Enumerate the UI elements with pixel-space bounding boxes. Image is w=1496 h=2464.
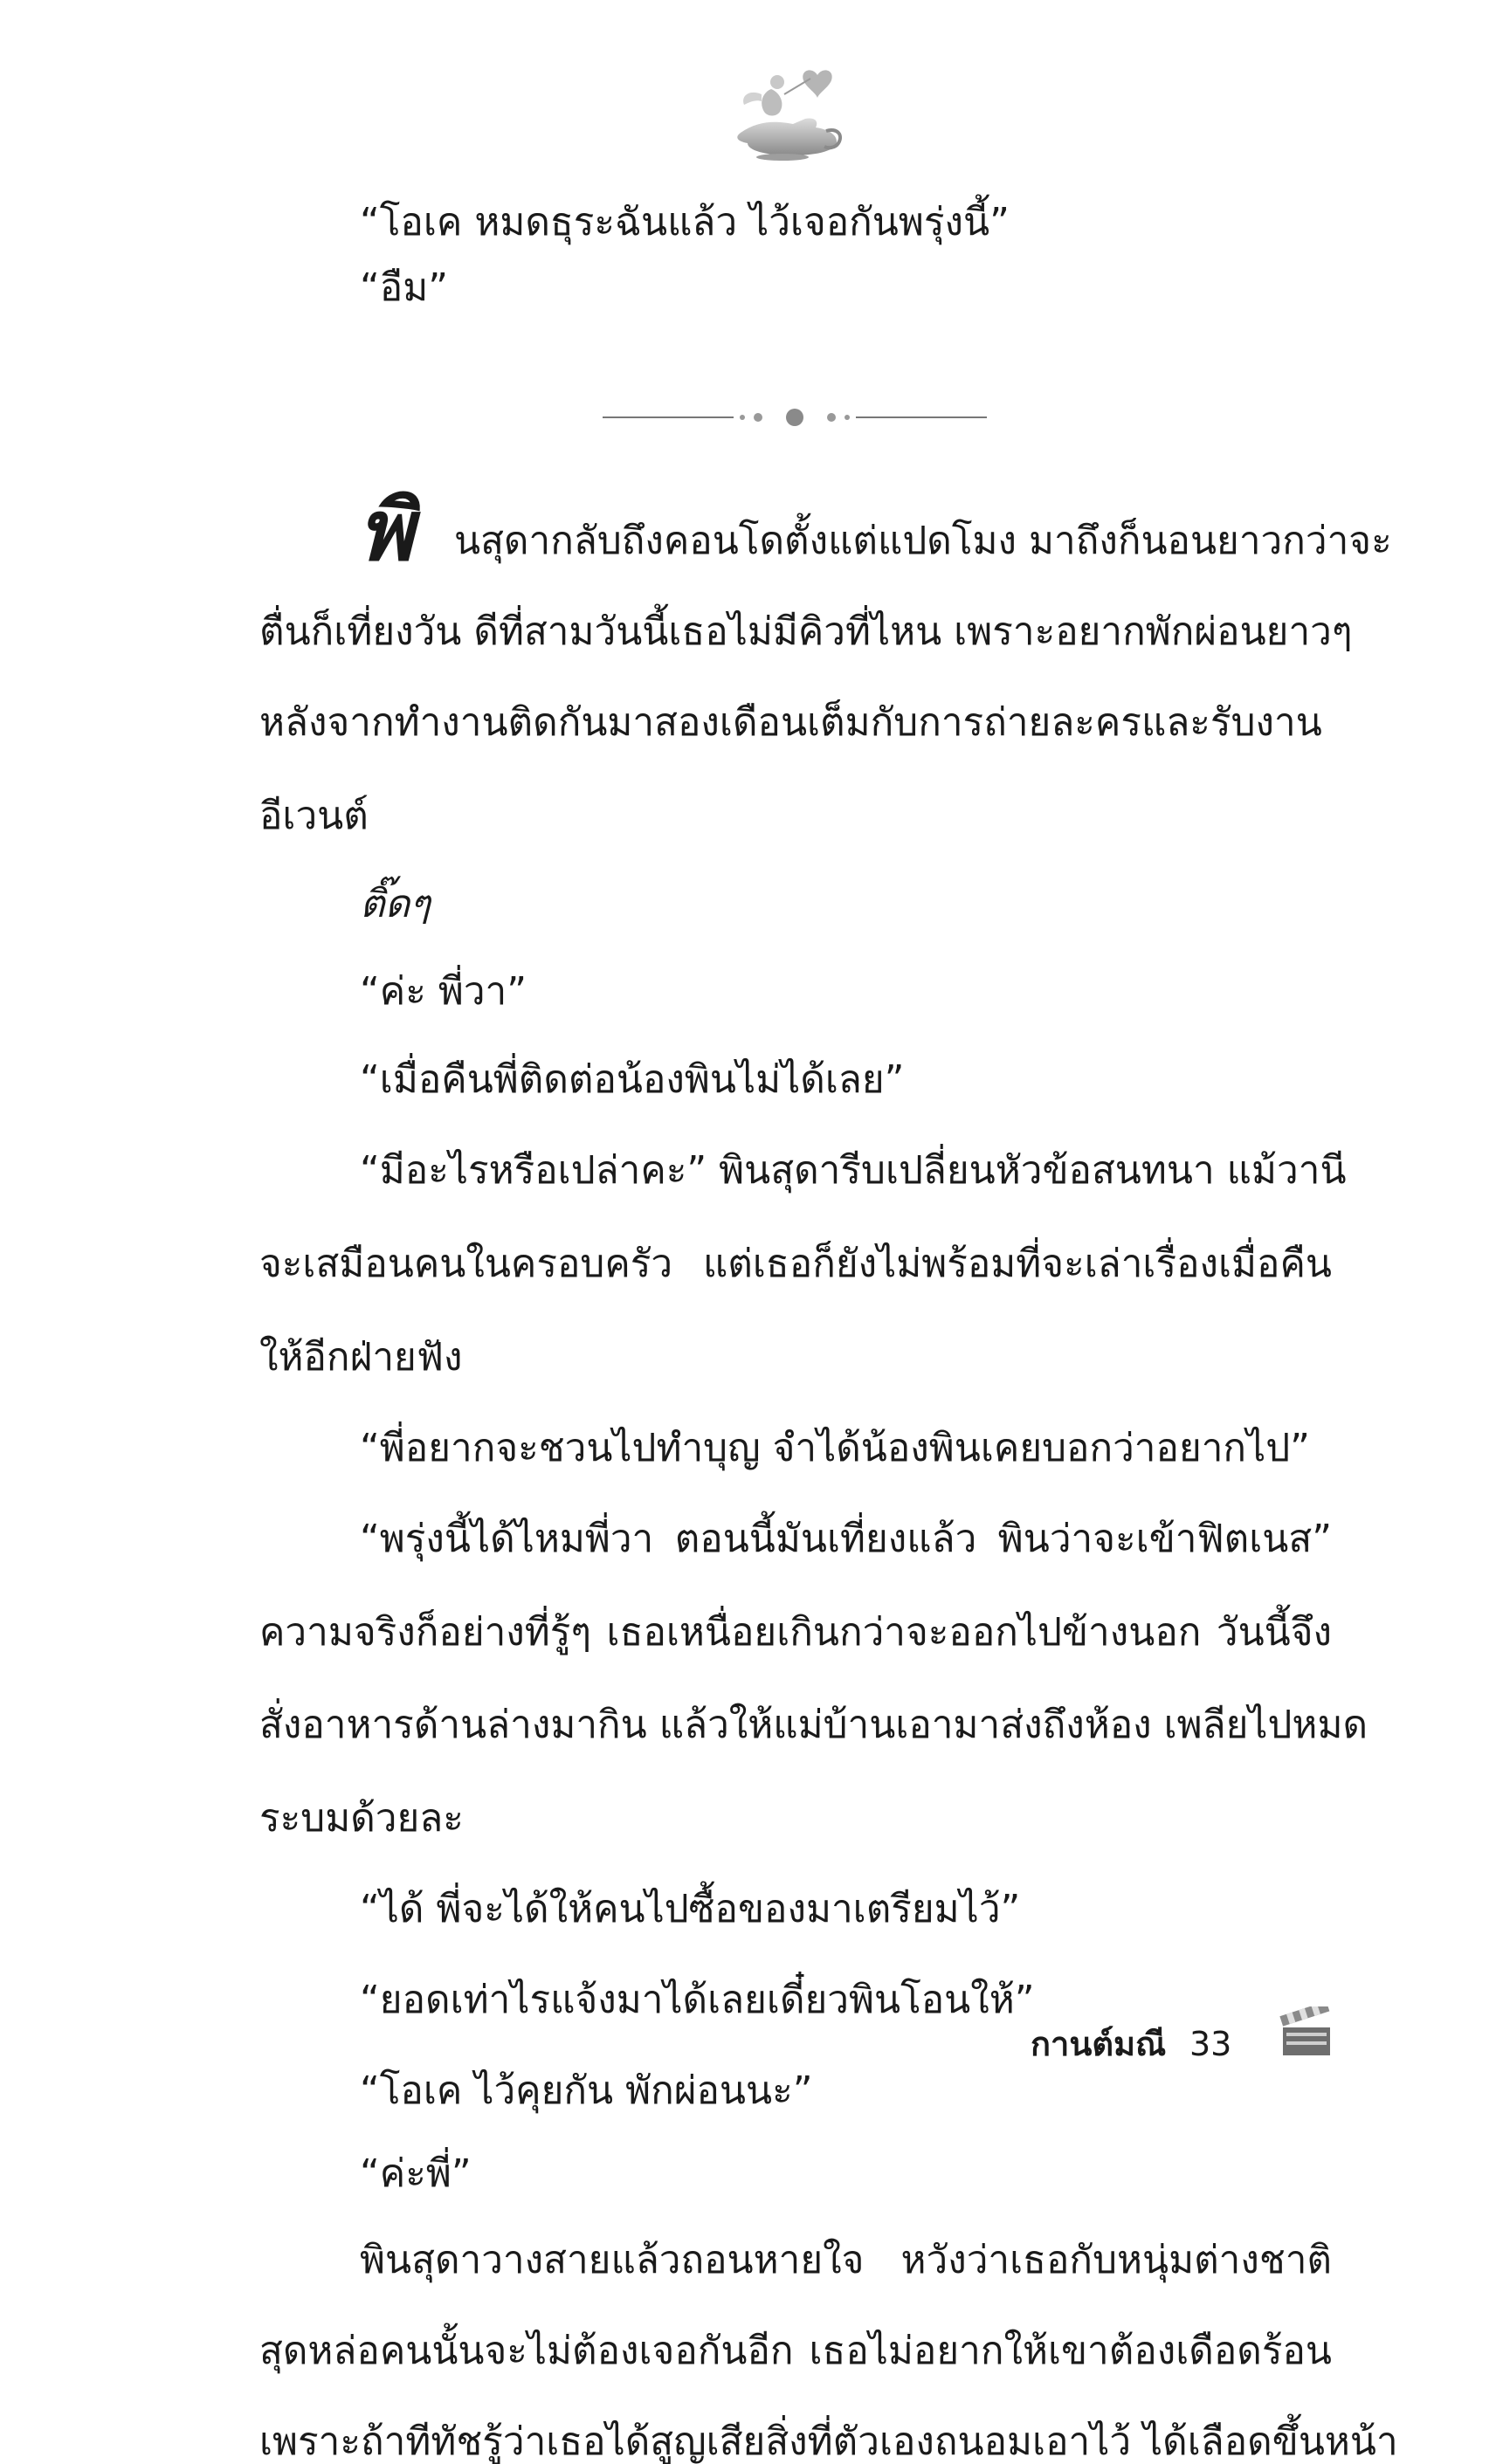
footer-author: กานต์มณี	[1031, 2025, 1167, 2063]
dialogue-line: “ค่ะ พี่วา”	[360, 969, 527, 1014]
dialogue-line: “ยอดเท่าไรแจ้งมาได้เลยเดี๋ยวพินโอนให้”	[360, 1978, 1035, 2022]
paragraph-line: ความจริงก็อย่างที่รู้ๆ เธอเหนื่อยเกินกว่าจะออกไปข้างนอก วันนี้จึง	[259, 1610, 1332, 1655]
scene-divider-ornament	[603, 407, 987, 428]
paragraph-line: สุดหล่อคนนั้นจะไม่ต้องเจอกันอีก เธอไม่อยากให้เขาต้องเดือดร้อน	[259, 2329, 1332, 2373]
drop-cap: พิ	[358, 482, 414, 580]
paragraph-line: จะเสมือนคนในครอบครัว แต่เธอก็ยังไม่พร้อมที่จะเล่าเรื่องเมื่อคืน	[259, 1242, 1332, 1286]
paragraph-line: “มีอะไรหรือเปล่าคะ” พินสุดารีบเปลี่ยนหัวข้อสนทนา แม้วานี	[360, 1148, 1347, 1193]
paragraph-line: “พรุ่งนี้ได้ไหมพี่วา ตอนนี้มันเที่ยงแล้ว พินว่าจะเข้าฟิตเนส”	[360, 1517, 1332, 1561]
paragraph-line: ตื่นก็เที่ยงวัน ดีที่สามวันนี้เธอไม่มีคิวที่ไหน เพราะอยากพักผ่อนยาวๆ	[259, 609, 1353, 654]
clapperboard-icon	[1279, 2006, 1334, 2059]
page-number: 33	[1189, 2025, 1232, 2063]
paragraph-line: ให้อีกฝ่ายฟัง	[259, 1335, 463, 1380]
dialogue-line: “โอเค หมดธุระฉันแล้ว ไว้เจอกันพรุ่งนี้”	[360, 200, 1010, 244]
dialogue-line: “อืม”	[360, 265, 449, 310]
paragraph-line: พินสุดาวางสายแล้วถอนหายใจ หวังว่าเธอกับหนุ่มต่างชาติ	[360, 2238, 1332, 2282]
dialogue-line: “พี่อยากจะชวนไปทำบุญ จำได้น้องพินเคยบอกว่าอยากไป”	[360, 1426, 1310, 1470]
sound-effect-text: ติ๊ดๆ	[360, 882, 431, 926]
dialogue-line: “ได้ พี่จะได้ให้คนไปซื้อของมาเตรียมไว้”	[360, 1887, 1021, 1931]
dialogue-line: “โอเค ไว้คุยกัน พักผ่อนนะ”	[360, 2068, 813, 2113]
paragraph-line: นสุดากลับถึงคอนโดตั้งแต่แปดโมง มาถึงก็นอนยาวกว่าจะ	[454, 519, 1392, 563]
paragraph-line: เพราะถ้าทีทัชรู้ว่าเธอได้สูญเสียสิ่งที่ตัวเองถนอมเอาไว้ ได้เลือดขึ้นหน้า	[259, 2419, 1398, 2464]
dialogue-line: “เมื่อคืนพี่ติดต่อน้องพินไม่ได้เลย”	[360, 1057, 905, 1102]
paragraph-line: อีเวนต์	[259, 794, 369, 838]
paragraph-line: หลังจากทำงานติดกันมาสองเดือนเต็มกับการถ่ายละครและรับงาน	[259, 700, 1322, 745]
paragraph-line: สั่งอาหารด้านล่างมากิน แล้วให้แม่บ้านเอามาส่งถึงห้อง เพลียไปหมด	[259, 1703, 1368, 1747]
dialogue-line: “ค่ะพี่”	[360, 2151, 472, 2196]
paragraph-line: ระบมด้วยละ	[259, 1796, 464, 1841]
genie-lamp-icon	[723, 63, 854, 163]
